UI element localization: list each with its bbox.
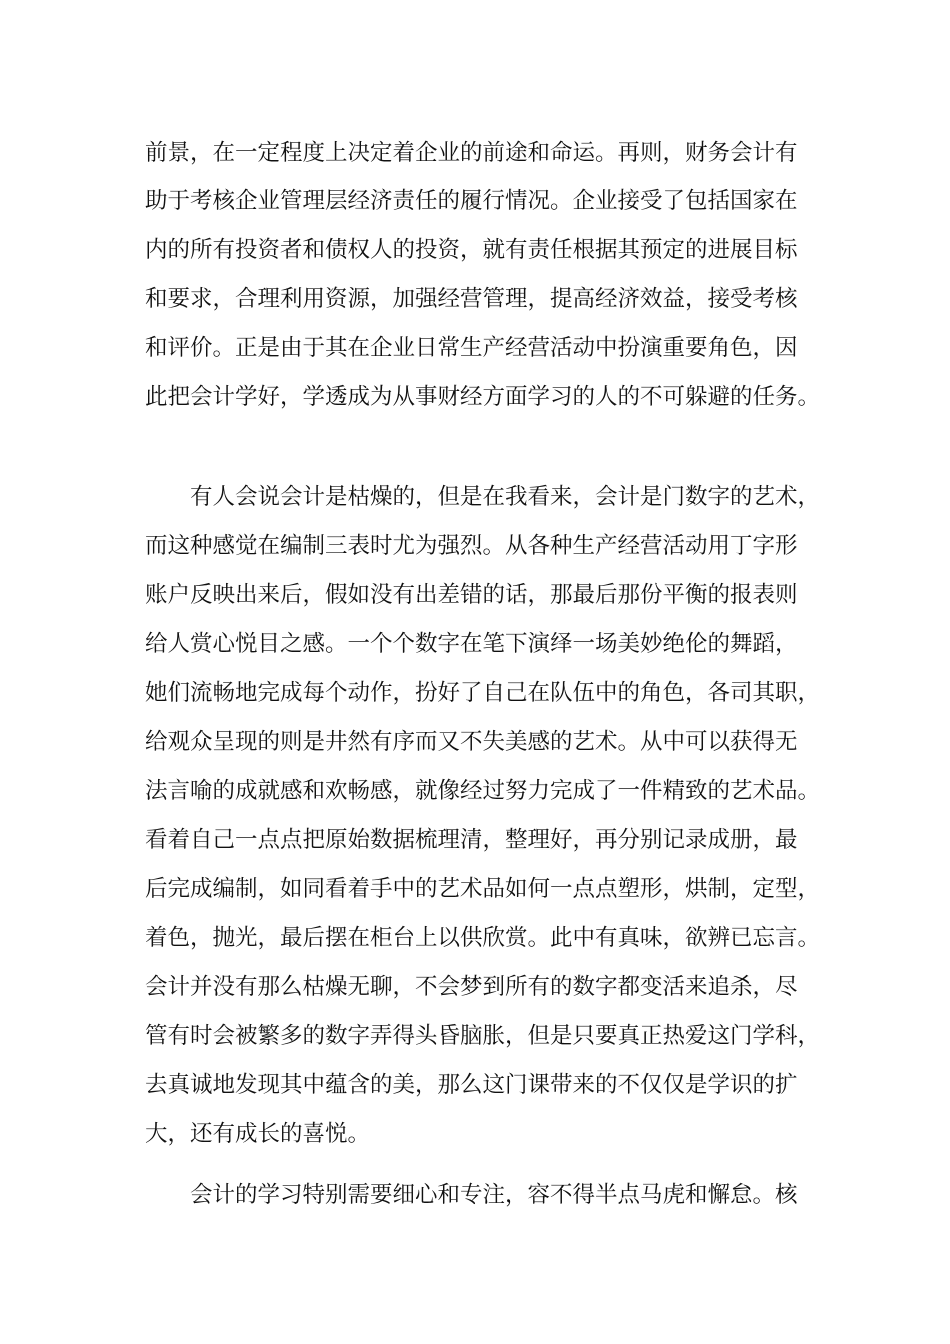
text-line: 她们流畅地完成每个动作，扮好了自己在队伍中的角色，各司其职， [145,680,821,706]
text-line: 会计并没有那么枯燥无聊，不会梦到所有的数字都变活来追杀，尽 [145,974,798,1000]
text-line: 法言喻的成就感和欢畅感，就像经过努力完成了一件精致的艺术品。 [145,778,821,804]
paragraph-first-line: 会计的学习特别需要细心和专注，容不得半点马虎和懈怠。核 [190,1182,798,1208]
text-line: 管有时会被繁多的数字弄得头昏脑胀，但是只要真正热爱这门学科， [145,1023,821,1049]
text-line: 账户反映出来后，假如没有出差错的话，那最后那份平衡的报表则 [145,582,798,608]
text-line: 着色，抛光，最后摆在柜台上以供欣赏。此中有真味，欲辨已忘言。 [145,925,821,951]
text-line: 去真诚地发现其中蕴含的美，那么这门课带来的不仅仅是学识的扩 [145,1072,798,1098]
text-line: 此把会计学好，学透成为从事财经方面学习的人的不可躲避的任务。 [145,384,821,410]
text-line: 后完成编制，如同看着手中的艺术品如何一点点塑形，烘制，定型， [145,876,821,902]
paragraph-first-line: 有人会说会计是枯燥的，但是在我看来，会计是门数字的艺术， [190,484,821,510]
text-line: 大，还有成长的喜悦。 [145,1121,371,1147]
text-line: 和评价。正是由于其在企业日常生产经营活动中扮演重要角色，因 [145,335,798,361]
text-line: 助于考核企业管理层经济责任的履行情况。企业接受了包括国家在 [145,188,798,214]
text-line: 前景，在一定程度上决定着企业的前途和命运。再则，财务会计有 [145,140,798,166]
text-line: 给人赏心悦目之感。一个个数字在笔下演绎一场美妙绝伦的舞蹈， [145,631,798,657]
text-line: 看着自己一点点把原始数据梳理清，整理好，再分别记录成册，最 [145,827,798,853]
text-line: 和要求，合理利用资源，加强经营管理，提高经济效益，接受考核 [145,286,798,312]
text-line: 给观众呈现的则是井然有序而又不失美感的艺术。从中可以获得无 [145,729,798,755]
text-line: 而这种感觉在编制三表时尤为强烈。从各种生产经营活动用丁字形 [145,533,798,559]
text-line: 内的所有投资者和债权人的投资，就有责任根据其预定的进展目标 [145,237,798,263]
